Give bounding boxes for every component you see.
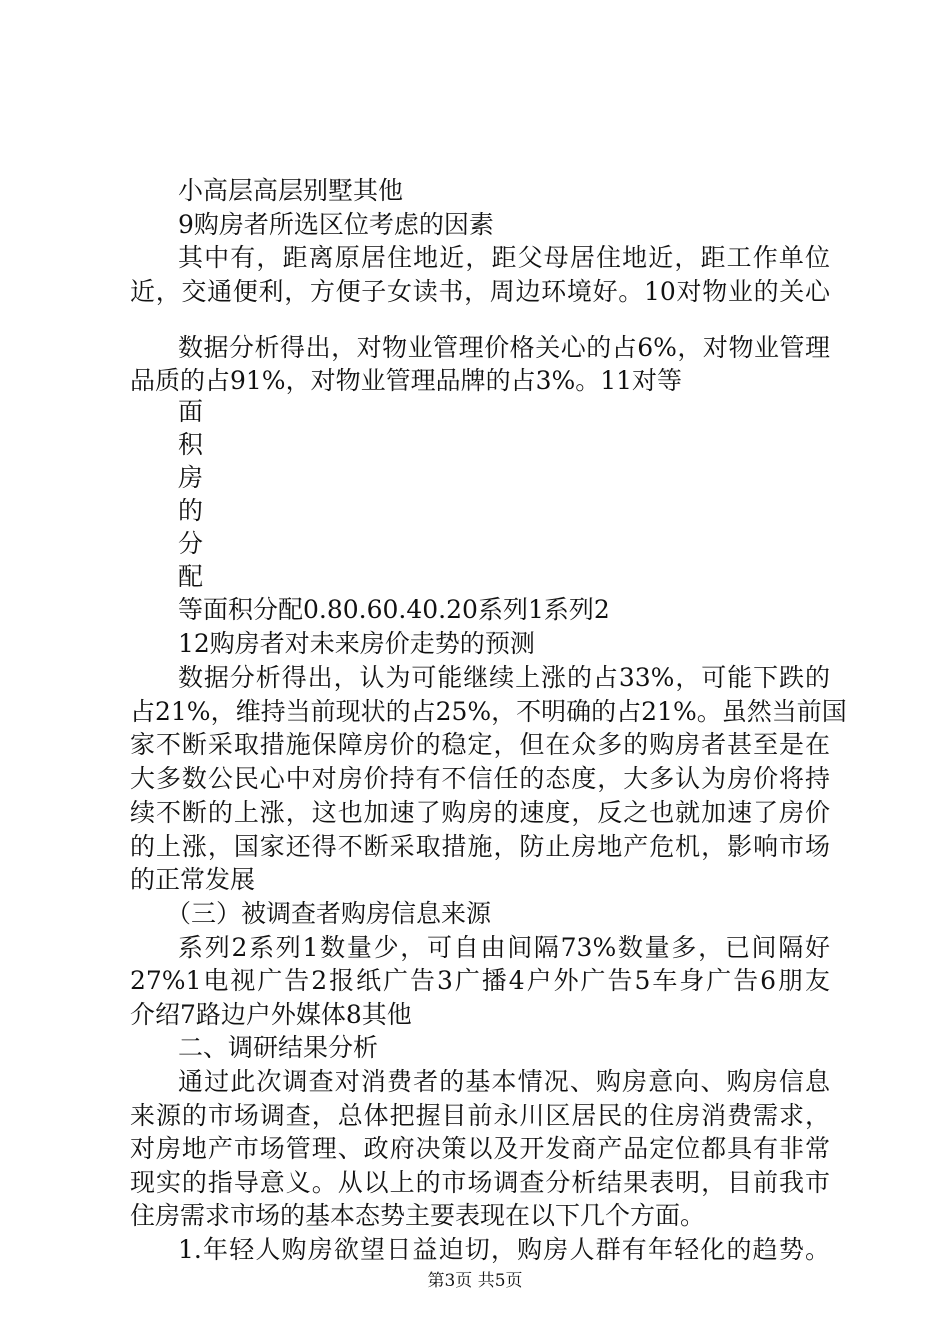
text-line: 的正常发展 [130,865,256,894]
text-line: 房 [178,463,204,492]
text-line: 面 [178,397,204,426]
text-line: 系列2系列1数量少，可自由间隔73%数量多，已间隔好 [178,933,830,962]
text-line: 的上涨，国家还得不断采取措施，防止房地产危机，影响市场 [130,832,830,861]
text-line: 27%1电视广告2报纸广告3广播4户外广告5车身广告6朋友 [130,966,830,995]
text-line: 通过此次调查对消费者的基本情况、购房意向、购房信息 [178,1067,830,1096]
section-heading: （三）被调查者购房信息来源 [166,899,492,928]
text-line: 9购房者所选区位考虑的因素 [178,210,494,239]
section-heading: 二、调研结果分析 [178,1033,379,1062]
text-line: 的 [178,496,204,525]
text-line: 现实的指导意义。从以上的市场调查分析结果表明，目前我市 [130,1168,830,1197]
text-line: 配 [178,562,204,591]
text-line: 续不断的上涨，这也加速了购房的速度，反之也就加速了房价 [130,798,830,827]
text-line: 小高层高层别墅其他 [178,176,404,205]
text-line: 数据分析得出，认为可能继续上涨的占33%，可能下跌的 [178,663,830,692]
text-line: 等面积分配0.80.60.40.20系列1系列2 [178,595,610,624]
text-line: 1.年轻人购房欲望日益迫切，购房人群有年轻化的趋势。 [178,1235,830,1264]
text-line: 近，交通便利，方便子女读书，周边环境好。10对物业的关心 [130,277,830,306]
page-number-footer: 第3页 共5页 [427,1271,523,1291]
text-line: 住房需求市场的基本态势主要表现在以下几个方面。 [130,1201,706,1230]
text-line: 12购房者对未来房价走势的预测 [178,629,535,658]
text-line: 品质的占91%，对物业管理品牌的占3%。11对等 [130,366,683,395]
text-line: 家不断采取措施保障房价的稳定，但在众多的购房者甚至是在 [130,730,830,759]
text-line: 占21%，维持当前现状的占25%，不明确的占21%。虽然当前国 [130,697,847,726]
text-line: 大多数公民心中对房价持有不信任的态度，大多认为房价将持 [130,764,830,793]
text-line: 来源的市场调查，总体把握目前永川区居民的住房消费需求， [130,1101,830,1130]
text-line: 积 [178,430,204,459]
text-line: 其中有，距离原居住地近，距父母居住地近，距工作单位 [178,243,830,272]
text-line: 对房地产市场管理、政府决策以及开发商产品定位都具有非常 [130,1134,830,1163]
text-line: 分 [178,529,204,558]
text-line: 数据分析得出，对物业管理价格关心的占6%，对物业管理 [178,333,830,362]
text-line: 介绍7路边户外媒体8其他 [130,1000,412,1029]
